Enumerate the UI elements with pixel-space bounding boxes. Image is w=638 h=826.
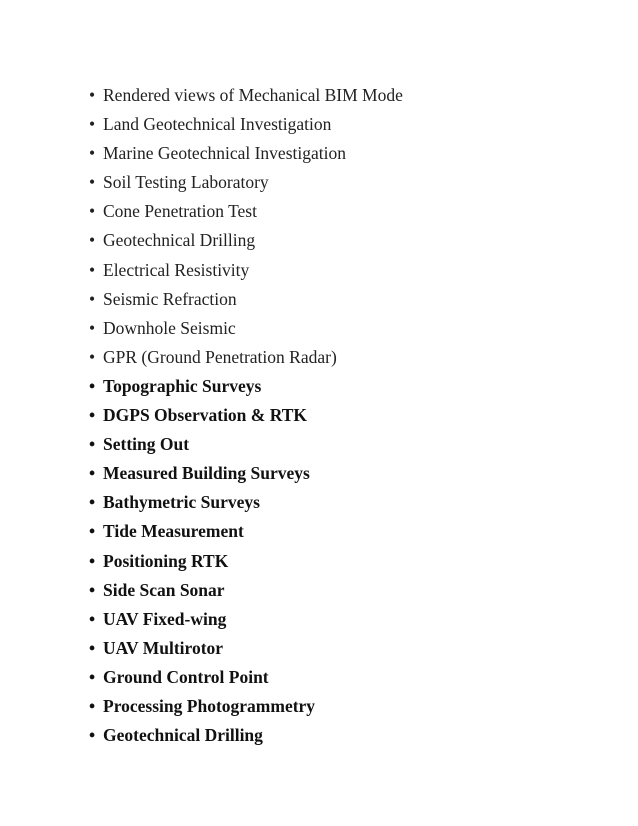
list-item-text: Topographic Surveys bbox=[103, 375, 262, 396]
list-item bbox=[89, 288, 403, 317]
list-item bbox=[89, 142, 403, 171]
bullet-icon: • bbox=[89, 201, 96, 222]
list-item-text: DGPS Observation & RTK bbox=[103, 405, 308, 426]
list-item-text: Seismic Refraction bbox=[103, 288, 237, 309]
list-item bbox=[89, 317, 403, 346]
bullet-icon: • bbox=[89, 172, 96, 193]
list-item-text: Downhole Seismic bbox=[103, 317, 236, 338]
list-item-text: Measured Building Surveys bbox=[103, 463, 310, 484]
list-item bbox=[89, 433, 403, 462]
list-item bbox=[89, 113, 403, 142]
bullet-icon: • bbox=[89, 143, 96, 164]
list-item bbox=[89, 200, 403, 229]
list-item-text: Land Geotechnical Investigation bbox=[103, 114, 332, 135]
list-item-text: Soil Testing Laboratory bbox=[103, 172, 269, 193]
list-item bbox=[89, 84, 403, 113]
list-item-text: Geotechnical Drilling bbox=[103, 725, 263, 746]
bullet-icon: • bbox=[89, 637, 96, 658]
bullet-icon: • bbox=[89, 375, 96, 396]
list-item-text: Tide Measurement bbox=[103, 521, 244, 542]
list-item bbox=[89, 579, 403, 608]
list-item-text: Electrical Resistivity bbox=[103, 259, 250, 280]
list-item-text: Geotechnical Drilling bbox=[103, 230, 256, 251]
bullet-icon: • bbox=[89, 550, 96, 571]
bullet-icon: • bbox=[89, 114, 96, 135]
list-item-text: Setting Out bbox=[103, 434, 190, 455]
list-item-text: Marine Geotechnical Investigation bbox=[103, 143, 346, 164]
list-item-text: Rendered views of Mechanical BIM Mode bbox=[103, 85, 403, 105]
bullet-icon: • bbox=[89, 85, 96, 105]
list-item bbox=[89, 637, 403, 666]
list-item-text: Ground Control Point bbox=[103, 666, 269, 687]
bullet-icon: • bbox=[89, 666, 96, 687]
bullet-icon: • bbox=[89, 405, 96, 426]
list-item bbox=[89, 171, 403, 200]
list-item bbox=[89, 608, 403, 637]
list-item bbox=[89, 375, 403, 404]
bullet-icon: • bbox=[89, 695, 96, 716]
bullet-icon: • bbox=[89, 259, 96, 280]
list-item-text: Cone Penetration Test bbox=[103, 201, 257, 222]
list-item-text: Positioning RTK bbox=[103, 550, 229, 571]
list-item bbox=[89, 666, 403, 695]
list-item bbox=[89, 259, 403, 288]
list-item bbox=[89, 724, 403, 753]
bullet-icon: • bbox=[89, 288, 96, 309]
bullet-icon: • bbox=[89, 346, 96, 367]
bullet-icon: • bbox=[89, 463, 96, 484]
bullet-icon: • bbox=[89, 317, 96, 338]
bullet-icon: • bbox=[89, 492, 96, 513]
list-item-text: UAV Fixed-wing bbox=[103, 608, 227, 629]
bullet-icon: • bbox=[89, 521, 96, 542]
bullet-icon: • bbox=[89, 230, 96, 251]
bullet-icon: • bbox=[89, 434, 96, 455]
bullet-icon: • bbox=[89, 608, 96, 629]
list-item-text: Side Scan Sonar bbox=[103, 579, 225, 600]
list-item bbox=[89, 462, 403, 491]
list-item-text: UAV Multirotor bbox=[103, 637, 224, 658]
bullet-icon: • bbox=[89, 725, 96, 746]
list-item-text: Bathymetric Surveys bbox=[103, 492, 260, 513]
list-item-text: GPR (Ground Penetration Radar) bbox=[103, 346, 337, 367]
list-item bbox=[89, 404, 403, 433]
list-item bbox=[89, 520, 403, 549]
list-item bbox=[89, 229, 403, 258]
list-item bbox=[89, 491, 403, 520]
list-item-text: Processing Photogrammetry bbox=[103, 695, 316, 716]
services-bullet-list bbox=[89, 84, 403, 753]
list-item bbox=[89, 346, 403, 375]
list-item bbox=[89, 695, 403, 724]
list-item bbox=[89, 550, 403, 579]
bullet-icon: • bbox=[89, 579, 96, 600]
